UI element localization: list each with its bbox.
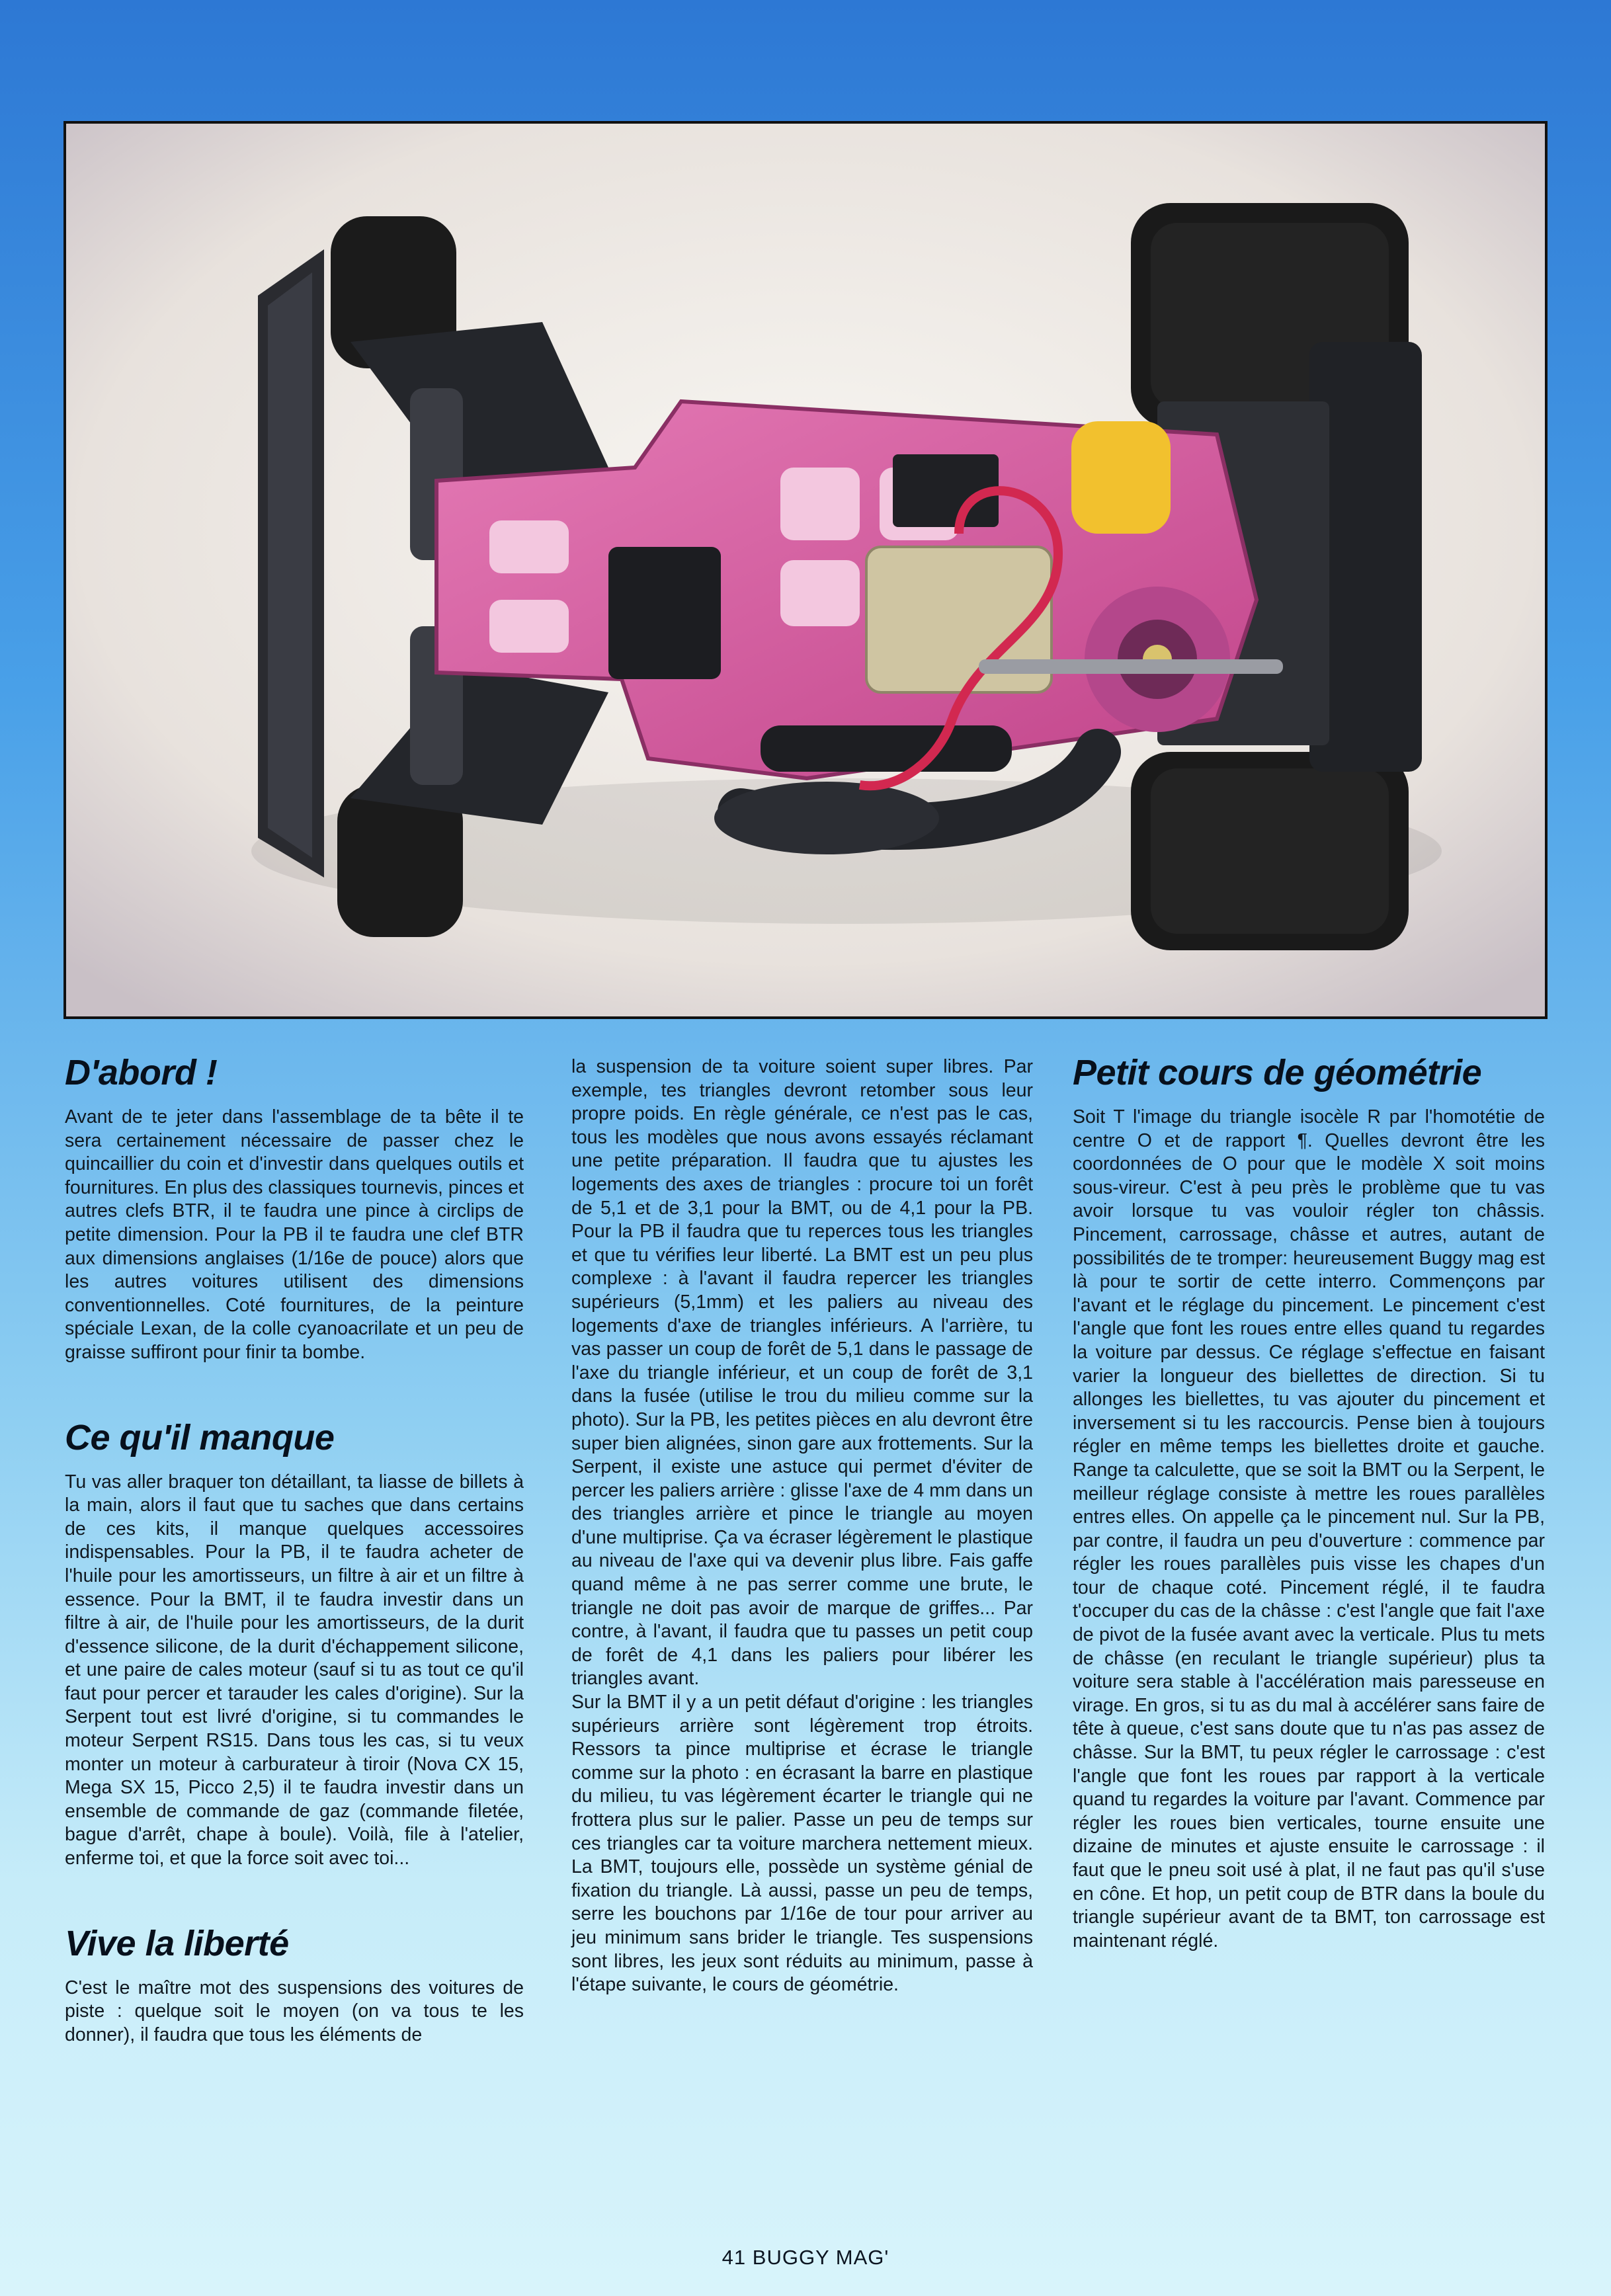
column-3: [1073, 1051, 1545, 1953]
receiver-box: [608, 547, 721, 679]
heading-vive-la-liberte: Vive la liberté: [65, 1923, 289, 1963]
heading-dabord: D'abord !: [65, 1053, 218, 1092]
heading-ce-quil-manque: Ce qu'il manque: [65, 1417, 335, 1457]
paragraph-dabord: Avant de te jeter dans l'assemblage de ta bête il te sera certainement nécessaire de passer chez le quincaillier du coin et d'investir dans quelques outils et fournitures. En plus des classiques tournevis, pinces et autres clefs BTR, il te faudra une pince à circlips de petite dimension. Pour la PB il te faudra une clef BTR aux dimensions anglaises (1/16e de pouce) alors que les autres voitures utilisent des dimensions conventionnelles. Coté fournitures, de la peinture spéciale Lexan, de la colle cyanoacrilate et un peu de graisse suffiront pour finir ta bombe.: [65, 1106, 524, 1363]
paragraph-geometrie: Soit T l'image du triangle isocèle R par l'homotétie de centre O et de rapport ¶. Quelles devront être les coordonnées de O pour que le modèle X soit moins sous-vireur. C'est à peu près le problème que tu vas avoir lorsque tu vas vouloir régler ton châssis. Pincement, carrossage, châsse et autres, autant de possibilités de te tromper: heureusement Buggy mag est là pour te sortir de cette interro. Commençons par l'avant et le réglage du pincement. Le pincement c'est l'angle que font les roues entre elles quand tu regardes la voiture par dessus. Ce réglage s'effectue en faisant varier la longueur des biellettes de direction. Si tu allonges les biellettes, tu vas ajouter du pincement et inversement si tu les raccourcis. Pense bien à toujours régler en même temps les biellettes droite et gauche. Range ta calculette, que se soit la BMT ou la Serpent, le meilleur réglage consiste à mettre les roues parallèles entres elles. On appelle ça le pincement nul. Sur la PB, par contre, il faudra un peu d'ouverture : commence par régler les roues parallèles puis visse les chapes d'un tour de chaque coté. Pincement réglé, il te faudra t'occuper du cas de la châsse : c'est l'angle que fait l'axe de pivot de la fusée avant avec la verticale. Plus tu mets de châsse (en reculant le triangle supérieur) plus ta voiture sera stable à l'accélération mais paresseuse en virage. En gros, si tu as du mal à accélérer sans faire de tête à queue, c'est sans doute que tu n'as pas assez de châsse. Sur la BMT, tu peux régler le carrossage : c'est l'angle que font les roues par rapport à la verticale quand tu regardes la voiture par l'avant. Commence par régler les roues bien verticales, tourne ensuite une dizaine de minutes et ajuste ensuite le carrossage : il faut que le pneu soit usé à plat, il ne faut pas qu'il s'use en cône. Et hop, un petit coup de BTR dans la boule du triangle supérieur avant de ta BMT, ton carrossage est maintenant réglé.: [1073, 1106, 1545, 1951]
paragraph-ce-quil-manque: Tu vas aller braquer ton détaillant, ta liasse de billets à la main, alors il faut que tu saches que dans certains de ces kits, il manque quelques accessoires indispensables. Pour la PB, il te faudra acheter de l'huile pour les amortisseurs, un filtre à air et un filtre à essence. Pour la BMT, il te faudra investir dans un filtre à air, de l'huile pour les amortisseurs, de la durit d'essence silicone, de la durit d'échappement silicone, et une paire de cales moteur (sauf si tu as tout ce qu'il faut pour percer et tarauder les cales d'origine). Sur la Serpent tout est livré d'origine, si tu commandes le moteur Serpent RS15. Dans tous les cas, si tu veux monter un moteur à carburateur à tiroir (Nova CX 15, Mega SX 15, Picco 2,5) il te faudra investir dans un ensemble de commande de gaz (commande filetée, bague d'arrêt, chape à boule). Voilà, file à l'atelier, enferme toi, et que la force soit avec toi...: [65, 1471, 524, 1869]
heading-petit-cours-de-geometrie: Petit cours de géométrie: [1073, 1053, 1482, 1092]
paragraph-suspension-1: la suspension de ta voiture soient super libres. Par exemple, tes triangles devront retomber sous leur propre poids. En règle générale, ce n'est pas le cas, tous les modèles que nous avons essayés réclamant une petite préparation. Il faudra que tu ajustes les logements des axes de triangles : procure toi un forêt de 5,1 et de 3,1 pour la BMT, ou de 4,1 pour la PB. Pour la PB il faudra que tu reperces tous les triangles et que tu vérifies leur liberté. La BMT est un peu plus complexe : à l'avant il faudra repercer les triangles supérieurs (5,1mm) et les paliers au niveau des logements d'axe de triangles inférieurs. A l'arrière, tu vas passer un coup de forêt de 5,1 dans le passage de l'axe du triangle inférieur, et un coup de forêt de 3,1 dans la fusée (utilise le trou du milieu comme sur la photo). Sur la PB, les petites pièces en alu devront être super bien alignées, sinon gare aux frottements. Sur la Serpent, il existe une astuce qui permet d'éviter de percer les paliers arrière : glisse l'axe de 4 mm dans un des triangles arrière et pince le triangle au moyen d'une multiprise. Ça va écraser légèrement le plastique au niveau de l'axe qui va devenir plus libre. Fais gaffe quand même à ne pas serrer comme une brute, le triangle ne doit pas avoir de marque de griffes... Par contre, à l'avant, il faudra que tu passes un petit coup de forêt de 4,1 dans les paliers pour libérer les triangles avant.: [571, 1056, 1033, 1690]
column-1: [65, 1051, 524, 2047]
column-2: [571, 1055, 1033, 1997]
chassis-photo: [63, 121, 1548, 1019]
air-filter: [1071, 421, 1171, 534]
paragraph-suspension-2: Sur la BMT il y a un petit défaut d'origine : les triangles supérieurs arrière sont légèrement trop étroits. Ressors ta pince multiprise et écrase le triangle comme sur la photo : en écrasant la barre en plastique du milieu, tu vas légèrement écarter le triangle qui ne frottera plus sur le palier. Passe un peu de temps sur ces triangles car ta voiture marchera nettement mieux. La BMT, toujours elle, possède un système génial de fixation du triangle. Là aussi, passe un peu de temps, serre les bouchons par 1/16e de tour pour arriver au jeu minimum sans brider le triangle. Tes suspensions sont libres, les jeux sont réduits au minimum, passe à l'étape suivante, le cours de géométrie.: [571, 1692, 1033, 1996]
page-footer: 41 BUGGY MAG': [722, 2246, 889, 2269]
rc-car-illustration: [66, 124, 1545, 1016]
paragraph-vive-la-liberte: C'est le maître mot des suspensions des voitures de piste : quelque soit le moyen (on va tous te les donner), il faudra que tous les éléments de: [65, 1977, 524, 2045]
